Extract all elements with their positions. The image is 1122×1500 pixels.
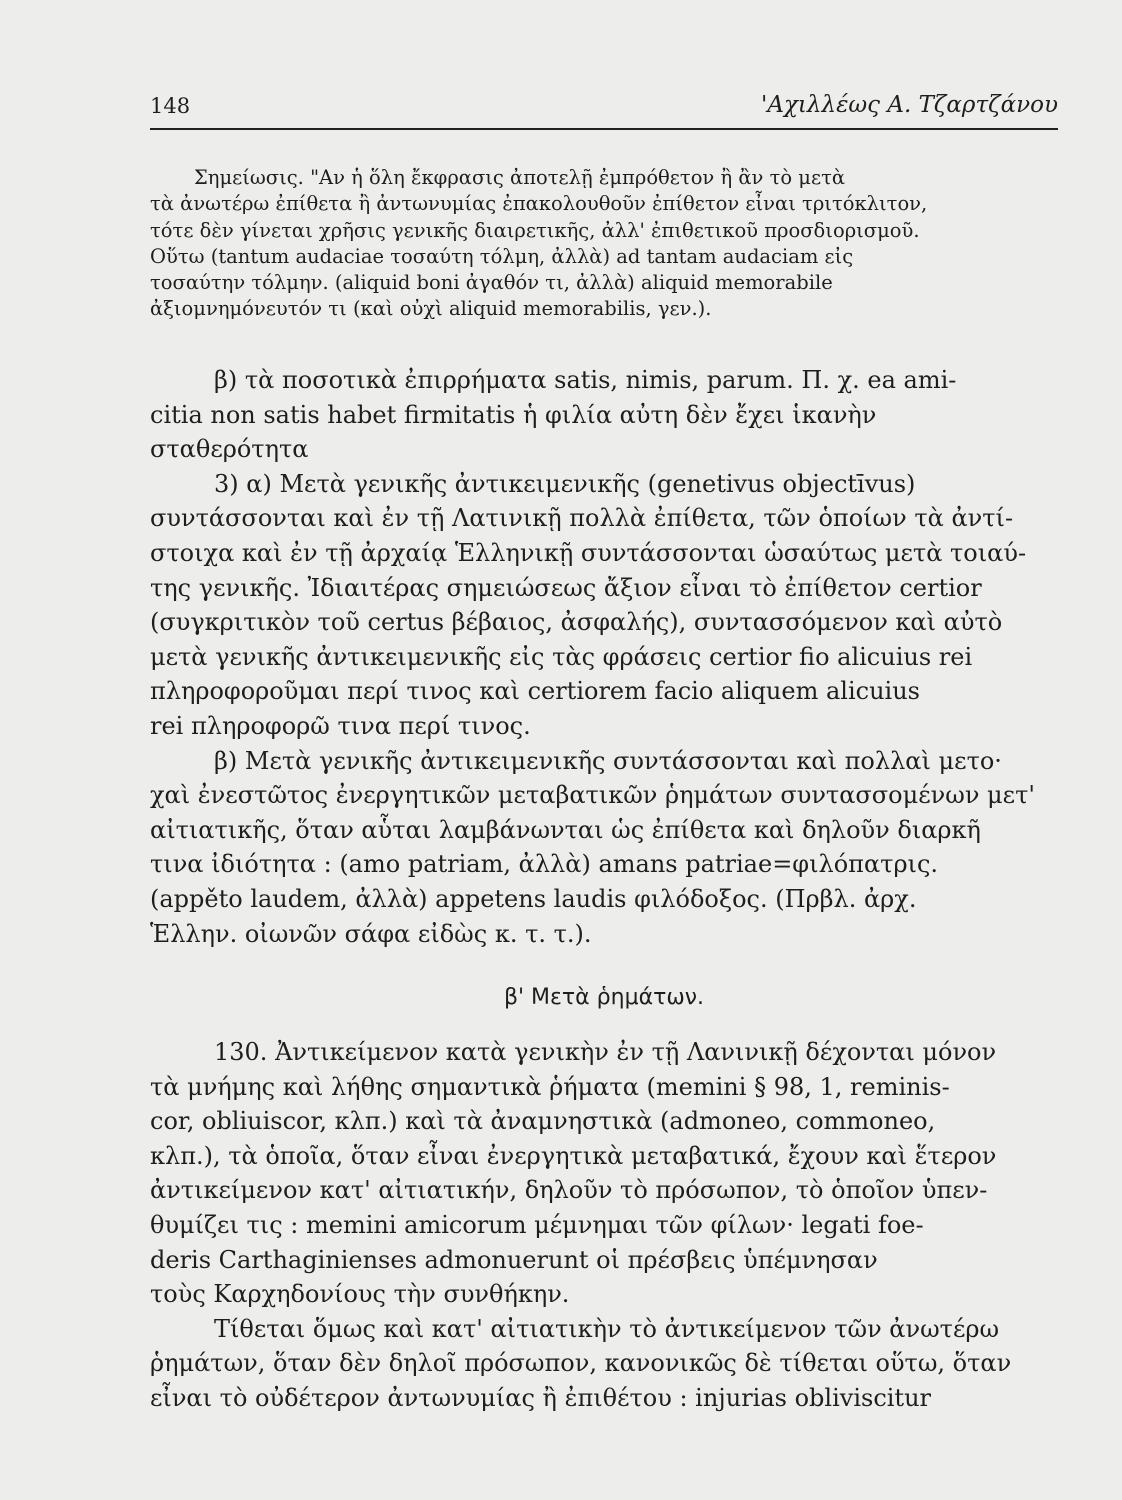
text-line: 130. Ἀντικείμενον κατὰ γενικὴν ἐν τῇ Λανινικῇ δέχονται μόνον bbox=[214, 1038, 997, 1066]
text-line: 3) α) Μετὰ γενικῆς ἀντικειμενικῆς (genetivus objectīvus) bbox=[214, 469, 916, 498]
text-line: μετὰ γενικῆς ἀντικειμενικῆς εἰς τὰς φράσεις certior fio alicuius rei bbox=[150, 642, 973, 671]
text-line: (συγκριτικὸν τοῦ certus βέβαιος, ἀσφαλής), συντασσόμενον καὶ αὐτὸ bbox=[150, 608, 1003, 637]
text-line: στοιχα καὶ ἐν τῇ ἀρχαίᾳ Ἑλληνικῇ συντάσσονται ὡσαύτως μετὰ τοιαύ- bbox=[150, 538, 1027, 567]
text-line: τὰ ἀνωτέρω ἐπίθετα ἢ ἀντωνυμίας ἐπακολουθοῦν ἐπίθετον εἶναι τριτόκλιτον, bbox=[150, 192, 928, 216]
text-line: εἶναι τὸ οὐδέτερον ἀντωνυμίας ἢ ἐπιθέτου : injurias obliviscitur bbox=[150, 1383, 932, 1412]
text-line: πληροφοροῦμαι περί τινος καὶ certiorem facio aliquem alicuius bbox=[150, 677, 920, 706]
text-line: θυμίζει τις : memini amicorum μέμνημαι τῶν φίλων· legati foe- bbox=[150, 1210, 924, 1239]
text-line: ἀξιομνημόνευτόν τι (καὶ οὐχὶ aliquid memorabilis, γεν.). bbox=[150, 297, 712, 321]
subheading-text: β' Μετὰ ῥημάτων. bbox=[503, 985, 705, 1010]
text-line: τινα ἰδιότητα : (amo patriam, ἀλλὰ) amans patriae=φιλόπατρις. bbox=[150, 850, 939, 879]
text-line: συντάσσονται καὶ ἐν τῇ Λατινικῇ πολλὰ ἐπίθετα, τῶν ὁποίων τὰ ἀντί- bbox=[150, 504, 1014, 533]
text-line: κλπ.), τὰ ὁποῖα, ὅταν εἶναι ἐνεργητικὰ μεταβατικά, ἔχουν καὶ ἕτερον bbox=[150, 1141, 997, 1170]
text-line: cor, obliuiscor, κλπ.) καὶ τὰ ἀναμνηστικὰ (admoneo, commoneo, bbox=[150, 1107, 936, 1136]
text-line: ῥημάτων, ὅταν δὲν δηλοῖ πρόσωπον, κανονικῶς δὲ τίθεται οὕτω, ὅταν bbox=[150, 1349, 1012, 1378]
text-line: rei πληροφορῶ τινα περί τινος. bbox=[150, 711, 531, 740]
text-line: ἀντικείμενον κατ' αἰτιατικήν, δηλοῦν τὸ πρόσωπον, τὸ ὁποῖον ὑπεν- bbox=[150, 1176, 988, 1205]
text-line: Ἑλλην. οἰωνῶν σάφα εἰδὼς κ. τ. τ.). bbox=[150, 919, 592, 948]
text-line: Σημείωσις. "Αν ἡ ὅλη ἔκφρασις ἀποτελῇ ἐμπρόθετον ἢ ἂν τὸ μετὰ bbox=[194, 166, 846, 189]
main-text-section-1 bbox=[150, 363, 1058, 951]
text-line: Τίθεται ὅμως καὶ κατ' αἰτιατικὴν τὸ ἀντικείμενον τῶν ἀνωτέρω bbox=[214, 1314, 1000, 1343]
text-line: τοὺς Καρχηδονίους τὴν συνθήκην. bbox=[150, 1280, 570, 1309]
text-line: τότε δὲν γίνεται χρῆσις γενικῆς διαιρετικῆς, ἀλλ' ἐπιθετικοῦ προσδιορισμοῦ. bbox=[150, 218, 920, 242]
text-line: β) Μετὰ γενικῆς ἀντικειμενικῆς συντάσσονται καὶ πολλαὶ μετο· bbox=[214, 746, 1002, 775]
text-line: τὰ μνήμης καὶ λήθης σημαντικὰ ῥήματα (memini § 98, 1, reminis- bbox=[150, 1072, 950, 1101]
text-line: deris Carthaginienses admonuerunt οἱ πρέσβεις ὑπέμνησαν bbox=[150, 1245, 878, 1274]
text-line: (appěto laudem, ἀλλὰ) appetens laudis φιλόδοξος. (Πρβλ. ἀρχ. bbox=[150, 884, 917, 913]
text-line: σταθερότητα bbox=[150, 435, 309, 464]
page-header bbox=[150, 92, 1058, 130]
note-paragraph bbox=[150, 165, 1058, 323]
subheading bbox=[150, 985, 1058, 1010]
text-line: της γενικῆς. Ἰδιαιτέρας σημειώσεως ἄξιον εἶναι τὸ ἐπίθετον certior bbox=[150, 573, 982, 602]
page-number: 148 bbox=[150, 94, 191, 118]
running-head: 'Αχιλλέως Α. Τζαρτζάνου bbox=[761, 92, 1058, 118]
text-line: αἰτιατικῆς, ὅταν αὗται λαμβάνωνται ὡς ἐπίθετα καὶ δηλοῦν διαρκῆ bbox=[150, 815, 981, 844]
text-line: citia non satis habet firmitatis ἡ φιλία αὐτη δὲν ἔχει ἱκανὴν bbox=[150, 400, 877, 429]
text-line: β) τὰ ποσοτικὰ ἐπιρρήματα satis, nimis, parum. Π. χ. ea ami- bbox=[214, 366, 957, 394]
text-line: χαὶ ἐνεστῶτος ἐνεργητικῶν μεταβατικῶν ῥημάτων συντασσομένων μετ' bbox=[150, 781, 1035, 810]
text-line: Οὕτω (tantum audaciae τοσαύτη τόλμη, ἀλλὰ) ad tantam audaciam εἰς bbox=[150, 244, 854, 268]
text-line: τοσαύτην τόλμην. (aliquid boni ἀγαθόν τι, ἀλλὰ) aliquid memorabile bbox=[150, 271, 833, 295]
main-text-section-2 bbox=[150, 1035, 1058, 1416]
